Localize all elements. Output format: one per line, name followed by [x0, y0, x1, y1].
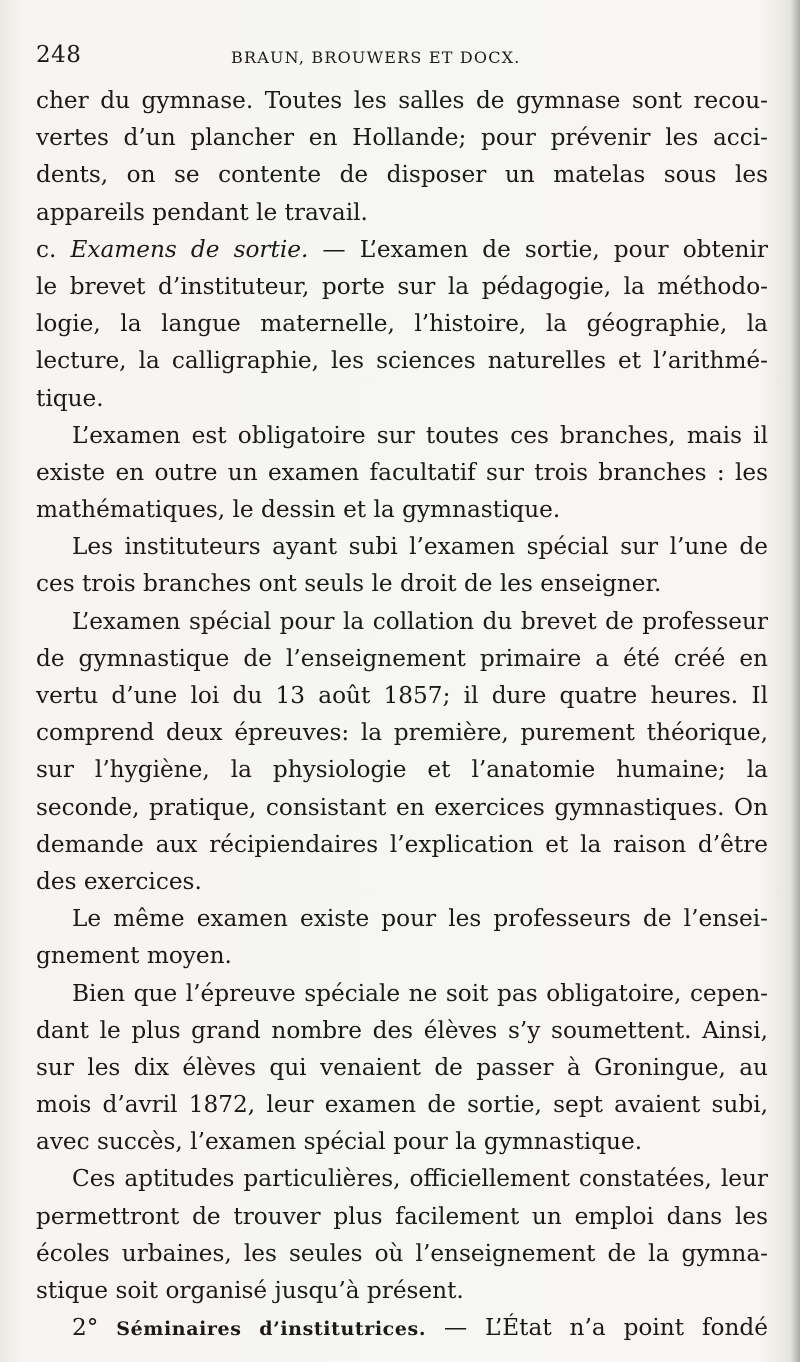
text-line [36, 565, 768, 602]
text-line [36, 937, 768, 974]
line-text: Les instituteurs ayant subi l’examen spécial sur l’une de [72, 533, 768, 561]
line-text: Ces aptitudes particulières, officiellement constatées, leur [72, 1165, 768, 1193]
text-line [36, 491, 768, 528]
line-text: avec succès, l’examen spécial pour la gymnastique. [36, 1128, 643, 1156]
line-text: demande aux récipiendaires l’explication et la raison d’être [36, 830, 768, 858]
line-text: dents, on se contente de disposer un matelas sous les [36, 161, 768, 189]
line-text: mois d’avril 1872, leur examen de sortie, sept avaient subi, [36, 1091, 768, 1119]
line-text: comprend deux épreuves: la première, purement théorique, [36, 719, 768, 747]
text-line [36, 789, 768, 826]
line-text: gnement moyen. [36, 942, 232, 970]
text-line [36, 714, 768, 751]
text-line [36, 305, 768, 342]
text-line [36, 1309, 768, 1346]
running-title: BRAUN, BROUWERS ET DOCX. [231, 48, 521, 67]
page-number: 248 [36, 42, 82, 68]
line-text-rest: — L’État n’a point fondé [426, 1314, 768, 1342]
text-line [36, 677, 768, 714]
text-line [36, 1049, 768, 1086]
line-text: cher du gymnase. Toutes les salles de gymnase sont recou- [36, 87, 768, 114]
text-line [36, 156, 768, 193]
text-line [36, 528, 768, 565]
line-text: écoles urbaines, les seules où l’enseignement de la gymna- [36, 1239, 768, 1267]
page-spine-shadow [790, 0, 800, 1362]
line-text: ces trois branches ont seuls le droit de les enseigner. [36, 570, 662, 598]
text-line [36, 342, 768, 379]
text-line [36, 380, 768, 417]
line-text: mathématiques, le dessin et la gymnastique. [36, 496, 561, 524]
line-text: L’examen est obligatoire sur toutes ces branches, mais il [72, 421, 768, 449]
line-text: le brevet d’instituteur, porte sur la pédagogie, la méthodo- [36, 272, 768, 300]
line-text-rest: — L’examen de sortie, pour obtenir [308, 235, 768, 263]
text-line [36, 231, 768, 268]
line-text: Bien que l’épreuve spéciale ne soit pas obligatoire, cepen- [72, 979, 768, 1007]
text-line [36, 751, 768, 788]
line-text: sur les dix élèves qui venaient de passer à Groningue, au [36, 1053, 768, 1081]
line-text: vertu d’une loi du 13 août 1857; il dure quatre heures. Il [36, 682, 768, 709]
text-line [36, 1272, 768, 1309]
line-text: tique. [36, 384, 104, 412]
text-line [36, 194, 768, 231]
section-heading: Séminaires d’institutrices. [116, 1318, 427, 1341]
text-line [36, 900, 768, 937]
line-text: vertes d’un plancher en Hollande; pour prévenir les acci- [36, 124, 768, 152]
text-line [36, 417, 768, 454]
text-line [36, 640, 768, 677]
line-text: lecture, la calligraphie, les sciences naturelles et l’arithmé- [36, 347, 768, 375]
line-text: Le même examen existe pour les professeurs de l’ensei- [72, 905, 768, 933]
text-line [36, 454, 768, 491]
text-line [36, 1235, 768, 1272]
line-text: existe en outre un examen facultatif sur trois branches : les [36, 458, 768, 486]
line-text: permettront de trouver plus facilement un emploi dans les [36, 1202, 768, 1230]
line-text: c. [36, 235, 71, 263]
page-header [36, 42, 756, 78]
line-text: de gymnastique de l’enseignement primaire a été créé en [36, 644, 768, 672]
text-line [36, 603, 768, 640]
text-line [36, 1123, 768, 1160]
line-text: appareils pendant le travail. [36, 198, 368, 226]
line-text: sur l’hygiène, la physiologie et l’anatomie humaine; la [36, 756, 768, 784]
text-line [36, 1086, 768, 1123]
line-text: stique soit organisé jusqu’à présent. [36, 1277, 464, 1304]
line-text: dant le plus grand nombre des élèves s’y soumettent. Ainsi, [36, 1016, 768, 1044]
line-text: L’examen spécial pour la collation du brevet de professeur [72, 607, 768, 635]
text-line [36, 119, 768, 156]
text-line [36, 1198, 768, 1235]
text-line [36, 826, 768, 863]
text-line [36, 268, 768, 305]
line-text: seconde, pratique, consistant en exercices gymnastiques. On [36, 793, 768, 821]
text-line [36, 975, 768, 1012]
text-line [36, 1012, 768, 1049]
line-text: des exercices. [36, 867, 202, 895]
line-text: 2° [72, 1314, 117, 1342]
text-line [36, 863, 768, 900]
line-text: logie, la langue maternelle, l’histoire, la géographie, la [36, 310, 768, 338]
body-text [36, 82, 768, 1346]
text-line [36, 1160, 768, 1197]
italic-heading: Examens de sortie. [70, 235, 309, 263]
text-line [36, 82, 768, 119]
